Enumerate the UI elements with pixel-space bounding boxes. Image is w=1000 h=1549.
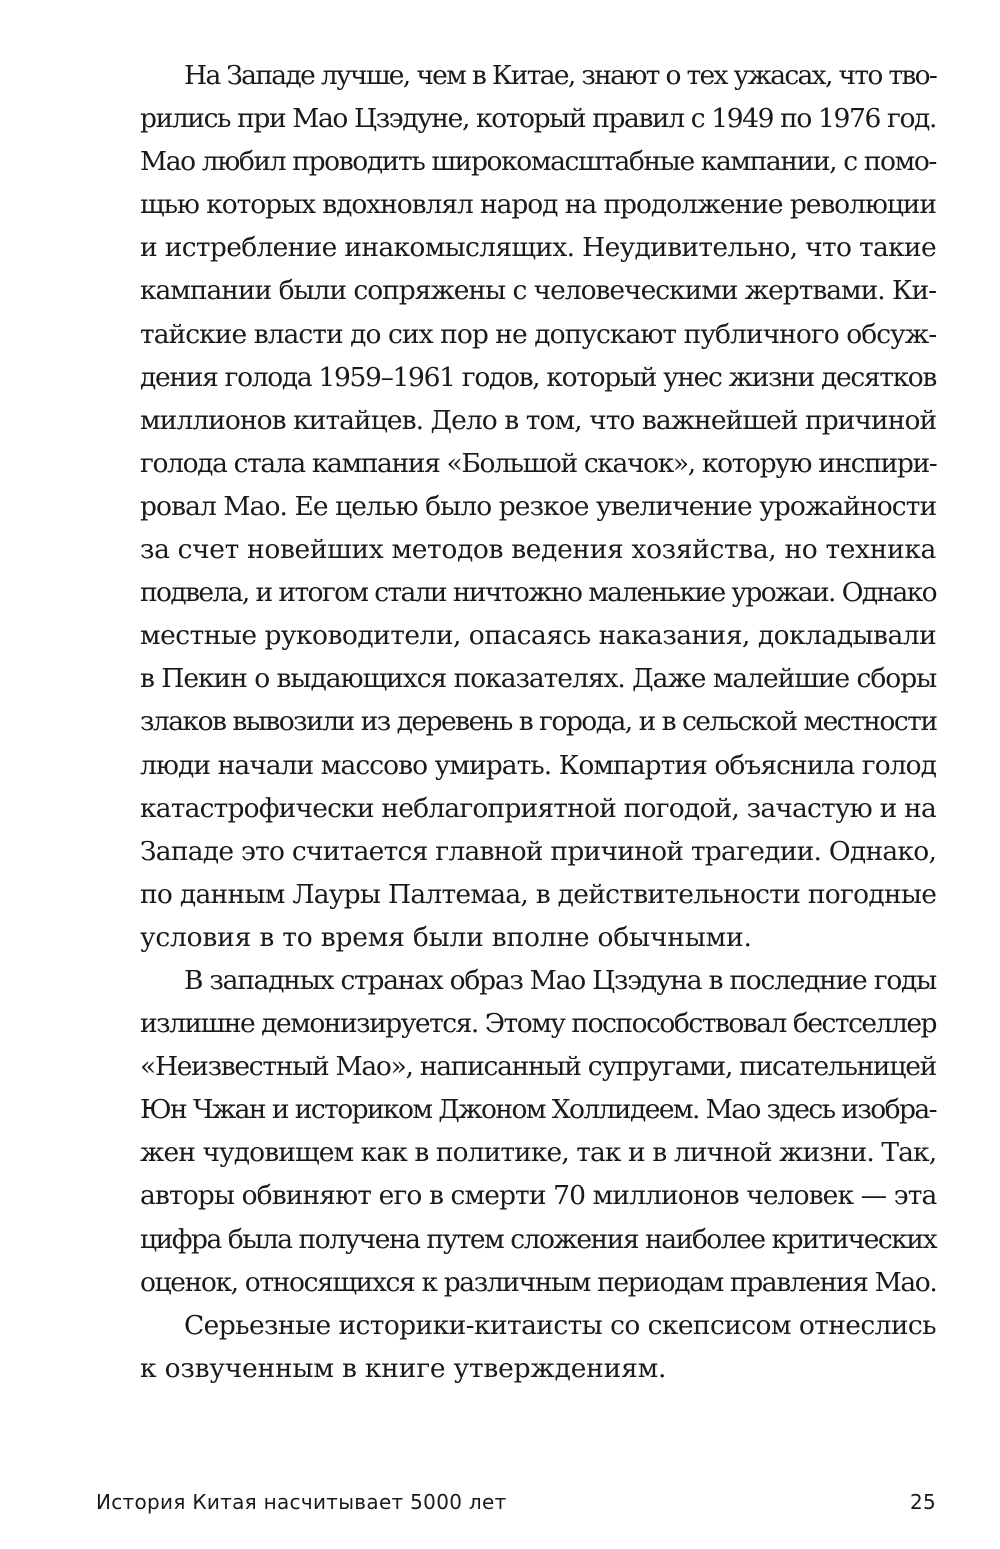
text-line: Серьезные историки-китаисты со скепсисом отнеслись xyxy=(184,1309,936,1341)
text-line: рились при Мао Цзэдуне, который правил с 1949 по 1976 год. xyxy=(140,103,936,135)
text-line: в Пекин о выдающихся показателях. Даже малейшие сборы xyxy=(140,663,937,695)
paragraph-2 xyxy=(96,959,936,1304)
text-line: Юн Чжан и историком Джоном Холлидеем. Мао здесь изобра- xyxy=(140,1094,936,1126)
paragraph-1 xyxy=(96,54,936,959)
text-line: цифра была получена путем сложения наиболее критических xyxy=(140,1223,937,1255)
page-body xyxy=(96,54,936,1390)
text-line: подвела, и итогом стали ничтожно маленькие урожаи. Однако xyxy=(140,577,936,609)
text-line: к озвученным в книге утверждениям. xyxy=(140,1352,667,1384)
text-line: оценок, относящихся к различным периодам правления Мао. xyxy=(140,1266,937,1298)
text-line: миллионов китайцев. Дело в том, что важнейшей причиной xyxy=(140,404,937,436)
text-line: местные руководители, опасаясь наказания, докладывали xyxy=(140,620,937,652)
text-line: за счет новейших методов ведения хозяйства, но техника xyxy=(140,534,936,566)
text-line: авторы обвиняют его в смерти 70 миллионов человек — эта xyxy=(140,1180,937,1212)
text-line: условия в то время были вполне обычными. xyxy=(140,921,752,953)
text-line: кампании были сопряжены с человеческими жертвами. Ки- xyxy=(140,275,937,307)
running-title: История Китая насчитывает 5000 лет xyxy=(96,1490,507,1514)
text-line: злаков вывозили из деревень в города, и в сельской местности xyxy=(140,706,937,738)
text-line: люди начали массово умирать. Компартия объяснила голод xyxy=(140,749,936,781)
text-line: голода стала кампания «Большой скачок», которую инспири- xyxy=(140,447,937,479)
text-line: «Неизвестный Мао», написанный супругами, писательницей xyxy=(140,1051,936,1083)
text-line: щью которых вдохновлял народ на продолжение революции xyxy=(140,189,936,221)
text-line: жен чудовищем как в политике, так и в личной жизни. Так, xyxy=(140,1137,937,1169)
text-line: и истребление инакомыслящих. Неудивительно, что такие xyxy=(140,232,936,264)
page-number: 25 xyxy=(909,1490,936,1514)
text-line: Мао любил проводить широкомасштабные кампании, с помо- xyxy=(140,146,936,178)
paragraph-3 xyxy=(96,1304,936,1390)
text-line: На Западе лучше, чем в Китае, знают о тех ужасах, что тво- xyxy=(184,60,937,91)
text-line: Западе это считается главной причиной трагедии. Однако, xyxy=(140,835,937,867)
text-line: тайские власти до сих пор не допускают публичного обсуж- xyxy=(140,318,937,350)
text-line: излишне демонизируется. Этому поспособствовал бестселлер xyxy=(140,1008,936,1040)
text-line: по данным Лауры Палтемаа, в действительности погодные xyxy=(140,878,937,910)
text-line: дения голода 1959–1961 годов, который унес жизни десятков xyxy=(140,361,937,393)
text-line: ровал Мао. Ее целью было резкое увеличение урожайности xyxy=(140,490,937,522)
text-line: катастрофически неблагоприятной погодой, зачастую и на xyxy=(140,792,936,824)
text-line: В западных странах образ Мао Цзэдуна в последние годы xyxy=(184,964,936,996)
